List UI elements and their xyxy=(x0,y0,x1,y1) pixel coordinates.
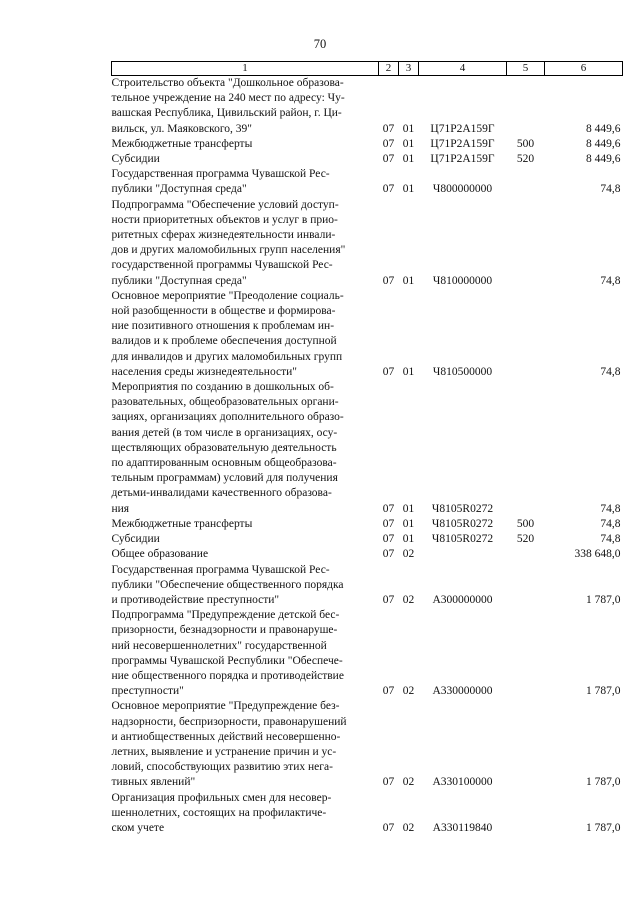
row-expense-type-cell xyxy=(507,699,545,790)
row-expense-type-cell: 520 xyxy=(516,153,535,166)
header-row xyxy=(112,62,623,76)
row-expense-type-cell: 500 xyxy=(516,137,535,150)
row-section-cell: 07 xyxy=(382,593,395,606)
row-name-cell: Строительство объекта "Дошкольное образова- тельное учреждение на 240 мест по адресу: Чу- вашская Республика, Цивильский район, г. Ци- вильск, ул. Маяковского, 39" xyxy=(111,77,345,135)
row-expense-type-cell xyxy=(507,380,545,517)
row-expense-type-cell xyxy=(507,76,545,137)
row-target-article-cell: Ч8105R0272 xyxy=(431,502,494,515)
table-body xyxy=(112,76,623,837)
row-subsection-cell: 01 xyxy=(402,137,415,150)
row-name-cell: Межбюджетные трансферты xyxy=(111,137,253,150)
row-subsection-cell: 01 xyxy=(402,365,415,378)
row-section-cell: 07 xyxy=(382,502,395,515)
table-header xyxy=(112,62,623,76)
row-name-cell: Подпрограмма "Обеспечение условий доступ- ности приоритетных объектов и услуг в прио- ритетных сферах жизнедеятельности инвали- дов и других маломобильных групп населения" государственной программы Чувашской Рес- публики "Доступная среда" xyxy=(111,198,346,287)
row-section-cell: 07 xyxy=(382,137,395,150)
row-target-article-cell: Ч810000000 xyxy=(432,274,493,287)
row-amount-cell: 1 787,0 xyxy=(586,821,621,834)
row-name-cell: Общее образование xyxy=(111,548,209,561)
row-target-article-cell xyxy=(419,547,507,562)
header-col-2: 2 xyxy=(379,62,399,76)
row-subsection-cell: 01 xyxy=(402,274,415,287)
row-name-cell: Организация профильных смен для несовер- шеннолетних, состоящих на профилактиче- ском учете xyxy=(111,791,332,834)
row-name-cell: Основное мероприятие "Предупреждение без- надзорности, беспризорности, правонарушений и антиобщественных действий несовершенно- летних, выявление и устранение причин и ус- ловий, способствующих развитию этих нега- тивных явлений" xyxy=(111,700,347,789)
table-row xyxy=(112,563,623,609)
row-amount-cell: 338 648,0 xyxy=(574,548,621,561)
row-amount-cell: 74,8 xyxy=(600,517,621,530)
row-amount-cell: 1 787,0 xyxy=(586,685,621,698)
row-amount-cell: 8 449,6 xyxy=(586,122,621,135)
row-name-cell: Государственная программа Чувашской Рес- публики "Доступная среда" xyxy=(111,168,330,196)
row-subsection-cell: 02 xyxy=(402,548,415,561)
row-section-cell: 07 xyxy=(382,274,395,287)
row-amount-cell: 74,8 xyxy=(600,502,621,515)
row-expense-type-cell xyxy=(507,563,545,609)
header-col-4: 4 xyxy=(419,62,507,76)
row-section-cell: 07 xyxy=(382,153,395,166)
table-row xyxy=(112,380,623,517)
table-row xyxy=(112,517,623,532)
table-row xyxy=(112,137,623,152)
row-name-cell: Субсидии xyxy=(111,153,160,166)
row-target-article-cell: А300000000 xyxy=(432,593,493,606)
page-number: 70 xyxy=(313,37,327,51)
row-subsection-cell: 01 xyxy=(402,517,415,530)
row-amount-cell: 8 449,6 xyxy=(586,137,621,150)
row-section-cell: 07 xyxy=(382,122,395,135)
row-amount-cell: 1 787,0 xyxy=(586,776,621,789)
table-row xyxy=(112,289,623,380)
row-target-article-cell: А330119840 xyxy=(432,821,493,834)
row-section-cell: 07 xyxy=(382,183,395,196)
row-section-cell: 07 xyxy=(382,685,395,698)
row-subsection-cell: 02 xyxy=(402,776,415,789)
header-col-1: 1 xyxy=(112,62,379,76)
row-subsection-cell: 01 xyxy=(402,122,415,135)
table-row xyxy=(112,167,623,197)
row-expense-type-cell: 520 xyxy=(516,533,535,546)
header-col-6: 6 xyxy=(545,62,623,76)
row-name-cell: Государственная программа Чувашской Рес- публики "Обеспечение общественного порядка и противодействие преступности" xyxy=(111,563,344,606)
row-section-cell: 07 xyxy=(382,533,395,546)
row-target-article-cell: Ц71Р2А159Г xyxy=(430,137,495,150)
row-name-cell: Основное мероприятие "Преодоление социаль- ной разобщенности в обществе и формирова- ние позитивного отношения к проблемам ин- валидов и к проблеме обеспечения доступной для инвалидов и других маломобильных групп населения среды жизнедеятельности" xyxy=(111,289,344,378)
table-row xyxy=(112,547,623,562)
row-expense-type-cell xyxy=(507,547,545,562)
row-expense-type-cell xyxy=(507,791,545,837)
row-expense-type-cell xyxy=(507,167,545,197)
table-row xyxy=(112,532,623,547)
row-expense-type-cell xyxy=(507,198,545,289)
row-target-article-cell: Ч8105R0272 xyxy=(431,533,494,546)
row-section-cell: 07 xyxy=(382,517,395,530)
row-expense-type-cell xyxy=(507,608,545,699)
row-amount-cell: 8 449,6 xyxy=(586,153,621,166)
table-row xyxy=(112,198,623,289)
header-col-3: 3 xyxy=(399,62,419,76)
row-amount-cell: 74,8 xyxy=(600,365,621,378)
row-section-cell: 07 xyxy=(382,821,395,834)
row-expense-type-cell xyxy=(507,289,545,380)
row-name-cell: Мероприятия по созданию в дошкольных об- разовательных, общеобразовательных органи- зациях, организациях дополнительного образо- вания детей (в том числе в организациях, осу- ществляющих образовательную деятельность по адаптированным основным общеобразова- тельным программам) условий для получения детьми-инвалидами качественного образова- ния xyxy=(111,381,344,515)
row-target-article-cell: Ц71Р2А159Г xyxy=(430,153,495,166)
row-subsection-cell: 02 xyxy=(402,593,415,606)
row-amount-cell: 1 787,0 xyxy=(586,593,621,606)
row-name-cell: Подпрограмма "Предупреждение детской бес- призорности, безнадзорности и правонаруше- ний несовершеннолетних" государственной программы Чувашской Республики "Обеспече- ние общественного порядка и противодействие преступности" xyxy=(111,609,344,698)
row-section-cell: 07 xyxy=(382,548,395,561)
row-subsection-cell: 01 xyxy=(402,153,415,166)
row-amount-cell: 74,8 xyxy=(600,274,621,287)
row-amount-cell: 74,8 xyxy=(600,533,621,546)
row-name-cell: Субсидии xyxy=(111,533,160,546)
budget-table xyxy=(111,61,623,836)
table-row xyxy=(112,608,623,699)
row-target-article-cell: Ц71Р2А159Г xyxy=(430,122,495,135)
row-subsection-cell: 01 xyxy=(402,502,415,515)
row-name-cell: Межбюджетные трансферты xyxy=(111,517,253,530)
row-target-article-cell: Ч800000000 xyxy=(432,183,493,196)
table-row xyxy=(112,791,623,837)
row-target-article-cell: Ч810500000 xyxy=(432,365,493,378)
row-expense-type-cell: 500 xyxy=(516,517,535,530)
row-amount-cell: 74,8 xyxy=(600,183,621,196)
row-section-cell: 07 xyxy=(382,365,395,378)
row-subsection-cell: 02 xyxy=(402,821,415,834)
table-row xyxy=(112,152,623,167)
table-row xyxy=(112,76,623,137)
row-subsection-cell: 01 xyxy=(402,183,415,196)
table-row xyxy=(112,699,623,790)
row-subsection-cell: 02 xyxy=(402,685,415,698)
row-target-article-cell: А330100000 xyxy=(432,776,493,789)
row-target-article-cell: Ч8105R0272 xyxy=(431,517,494,530)
header-col-5: 5 xyxy=(507,62,545,76)
row-section-cell: 07 xyxy=(382,776,395,789)
row-target-article-cell: А330000000 xyxy=(432,685,493,698)
row-subsection-cell: 01 xyxy=(402,533,415,546)
